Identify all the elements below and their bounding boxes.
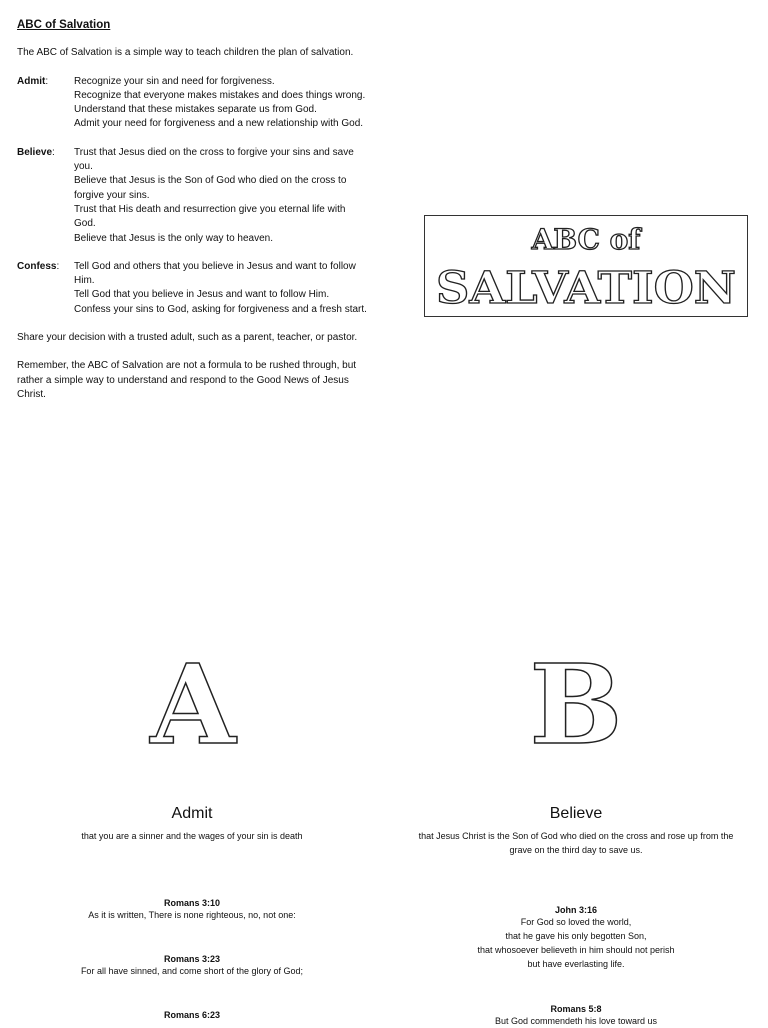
step-line: Tell God and others that you believe in Jesus and want to follow Him. [74, 260, 356, 287]
verse-reference: Romans 3:23 [163, 954, 221, 964]
intro-paragraph: The ABC of Salvation is a simple way to teach children the plan of salvation. [17, 47, 354, 59]
step-line: Understand that these mistakes separate us from God. [74, 104, 317, 116]
remember-paragraph: Remember, the ABC of Salvation are not a formula to be rushed through, but rather a simple way to understand and respond to the Good News of Jesus Christ. [17, 360, 357, 400]
step-line: Trust that Jesus died on the cross to forgive your sins and save you. [74, 146, 354, 173]
banner-graphic [425, 216, 747, 316]
verse-line: For all have sinned, and come short of the glory of God; [80, 966, 304, 976]
banner-line-1: ABC of [531, 223, 641, 256]
step-line: Recognize your sin and need for forgiveness. [74, 75, 275, 87]
verse-reference: Romans 6:23 [163, 1010, 221, 1020]
verse-romans-5-8 [396, 1004, 756, 1028]
verse-reference: John 3:16 [554, 905, 597, 915]
verse-line: but have everlasting life. [527, 959, 625, 969]
intro-section [17, 18, 367, 416]
step-line: Tell God that you believe in Jesus and want to follow Him. [74, 289, 330, 301]
step-line: Trust that His death and resurrection give you eternal life with God. [74, 203, 346, 230]
step-line: Believe that Jesus is the only way to heaven. [74, 232, 274, 244]
admit-column [12, 805, 372, 843]
document-title: ABC of Salvation [17, 19, 111, 31]
verse-line: As it is written, There is none righteous, no, not one: [88, 910, 296, 920]
believe-description-line: that Jesus Christ is the Son of God who died on the cross and rose up from the [418, 831, 734, 841]
verse-john-3-16 [396, 905, 756, 971]
abc-of-salvation-banner [424, 215, 748, 317]
share-paragraph: Share your decision with a trusted adult, such as a parent, teacher, or pastor. [17, 332, 358, 344]
step-lines [74, 260, 367, 317]
banner-line-2: SALVATION [436, 263, 736, 314]
step-line: Believe that Jesus is the Son of God who died on the cross to forgive your sins. [74, 175, 347, 201]
step-term: Confess: [17, 260, 60, 272]
letter-a: A [150, 655, 236, 747]
verse-line: that whosoever believeth in him should not perish [477, 945, 675, 955]
believe-column [396, 805, 756, 857]
believe-description-line: grave on the third day to save us. [509, 845, 643, 855]
verse-line: that he gave his only begotten Son, [505, 931, 647, 941]
verse-reference: Romans 3:10 [163, 898, 221, 908]
step-line: Admit your need for forgiveness and a new relationship with God. [74, 118, 364, 130]
verse-reference: Romans 5:8 [550, 1004, 602, 1014]
verse-line: But God commendeth his love toward us [494, 1016, 658, 1026]
step-lines [74, 75, 365, 132]
step-line: Recognize that everyone makes mistakes and does things wrong. [74, 89, 366, 101]
step-term: Admit: [17, 75, 49, 87]
verse-line: For God so loved the world, [520, 917, 632, 927]
step-term: Believe: [17, 146, 55, 158]
verse-romans-3-23 [12, 954, 372, 978]
step-line: Confess your sins to God, asking for forgiveness and a fresh start. [74, 303, 367, 315]
verse-romans-6-23 [12, 1010, 372, 1020]
admit-heading: Admit [171, 805, 213, 822]
step-admit [17, 75, 367, 132]
verse-romans-3-10 [12, 898, 372, 922]
letter-a-graphic [138, 655, 248, 747]
believe-heading: Believe [549, 805, 603, 822]
letter-b-graphic [528, 655, 624, 747]
admit-description: that you are a sinner and the wages of your sin is death [81, 831, 303, 841]
step-confess [17, 260, 367, 317]
step-lines [74, 146, 367, 246]
step-believe [17, 146, 367, 246]
letter-b: B [529, 655, 623, 747]
